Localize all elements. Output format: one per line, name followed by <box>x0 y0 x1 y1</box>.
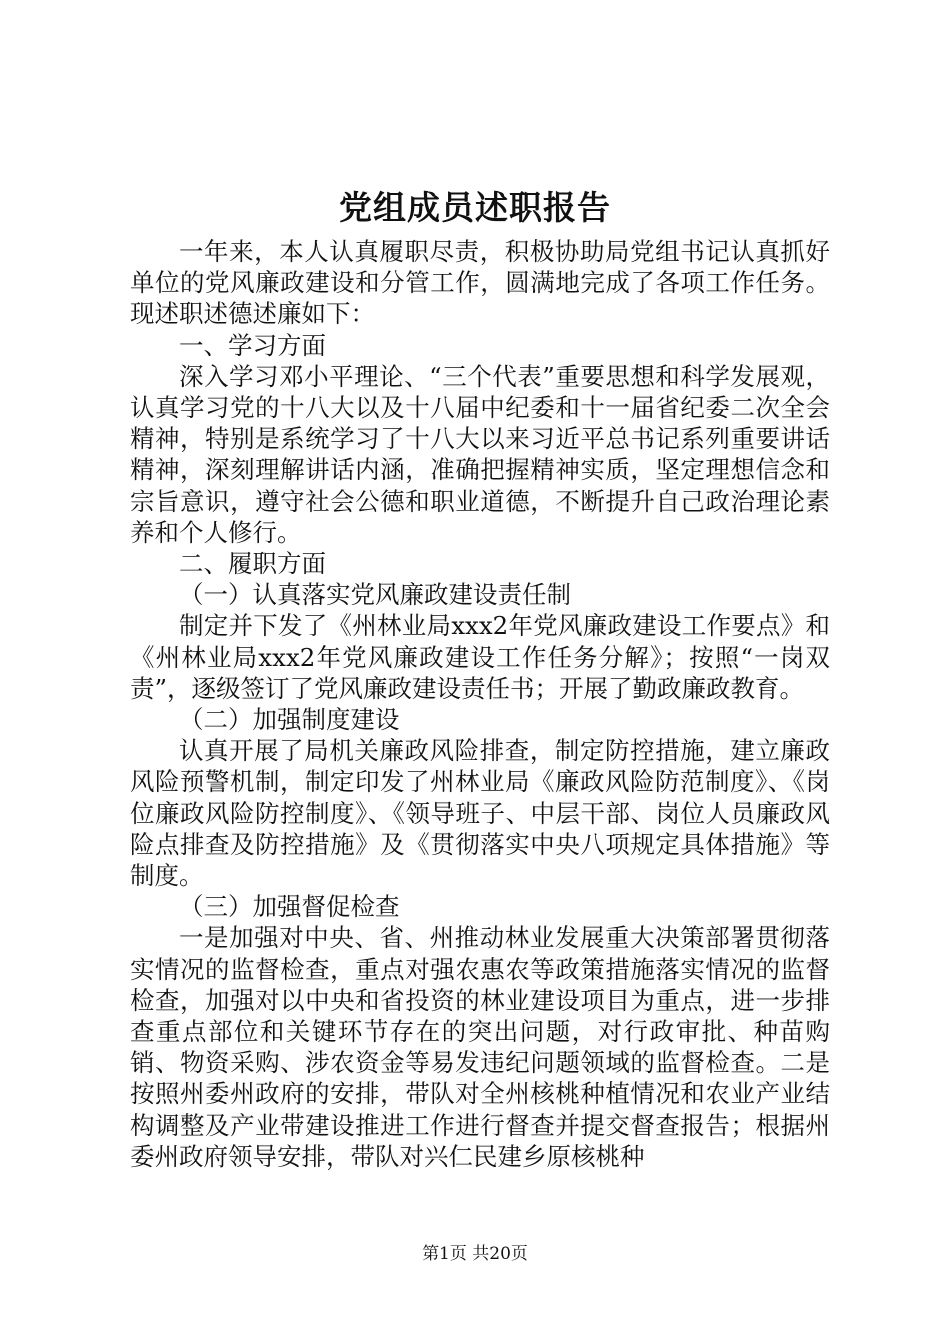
document-title: 党组成员述职报告 <box>339 188 611 227</box>
paragraph-supervision: 一是加强对中央、省、州推动林业发展重大决策部署贯彻落实情况的监督检查，重点对强农惠农等政策措施落实情况的监督检查，加强对以中央和省投资的林业建设项目为重点，进一步排查重点部位和关键环节存在的突出问题，对行政审批、种苗购销、物资采购、涉农资金等易发违纪问题领域的监督检查。二是按照州委州政府的安排，带队对全州核桃种植情况和农业产业结构调整及产业带建设推进工作进行督查并提交督查报告；根据州委州政府领导安排，带队对兴仁民建乡原核桃种 <box>130 923 830 1171</box>
section-heading-duties: 二、履职方面 <box>179 549 326 579</box>
section-heading-study: 一、学习方面 <box>179 330 326 360</box>
paragraph-study: 深入学习邓小平理论、“三个代表”重要思想和科学发展观，认真学习党的十八大以及十八届中纪委和十一届省纪委二次全会精神，特别是系统学习了十八大以来习近平总书记系列重要讲话精神，深刻理解讲话内涵，准确把握精神实质，坚定理想信念和宗旨意识，遵守社会公德和职业道德，不断提升自己政治理论素养和个人修行。 <box>130 361 830 547</box>
subheading-system-building: （二）加强制度建设 <box>179 705 400 735</box>
paragraph-intro: 一年来，本人认真履职尽责，积极协助局党组书记认真抓好单位的党风廉政建设和分管工作，圆满地完成了各项工作任务。现述职述德述廉如下： <box>130 237 830 329</box>
document-body <box>130 236 830 1172</box>
subheading-responsibility: （一）认真落实党风廉政建设责任制 <box>179 580 571 610</box>
paragraph-responsibility: 制定并下发了《州林业局xxx2年党风廉政建设工作要点》和《州林业局xxx2年党风廉政建设工作任务分解》；按照“一岗双责”，逐级签订了党风廉政建设责任书；开展了勤政廉政教育。 <box>130 611 830 703</box>
page-number-footer: 第1页 共20页 <box>422 1244 528 1264</box>
subheading-supervision: （三）加强督促检查 <box>179 892 400 922</box>
paragraph-system-building: 认真开展了局机关廉政风险排查，制定防控措施，建立廉政风险预警机制，制定印发了州林业局《廉政风险防范制度》、《岗位廉政风险防控制度》、《领导班子、中层干部、岗位人员廉政风险点排查及防控措施》及《贯彻落实中央八项规定具体措施》等制度。 <box>130 736 830 891</box>
